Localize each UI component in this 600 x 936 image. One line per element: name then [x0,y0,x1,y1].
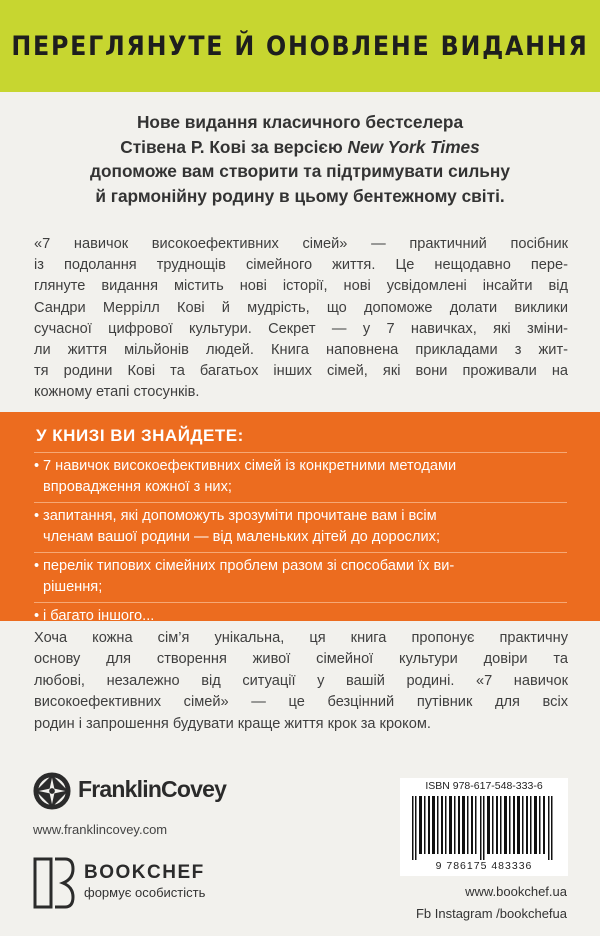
closing-line: родин і запрошення будувати краще життя крок за кроком. [34,715,431,732]
intro-line: із подолання труднощів сімейного життя. Це нещодавно пере- [34,257,568,274]
list-item-line: членам вашої родини — від маленьких дітей до дорослих; [43,529,440,545]
closing-paragraph [34,628,568,735]
closing-line: Хоча кожна сім’я унікальна, ця книга пропонує практичну [34,630,568,646]
list-item-line: рішення; [43,579,103,595]
features-list [34,452,567,631]
newspaper-name: New York Times [347,136,480,157]
list-item [34,452,567,502]
intro-paragraph [34,234,568,404]
franklincovey-compass-icon [33,772,71,810]
lead-line: й гармонійну родину в цьому бентежному світі. [95,185,505,206]
lead-paragraph [40,110,560,208]
list-item-line: • і багато іншого... [34,606,567,627]
intro-line: кожному етапі стосунків. [34,384,200,401]
isbn-barcode [400,778,568,876]
closing-line: високоефективних сімей» — це безцінний путівник для всіх [34,694,568,711]
lead-line: Стівена Р. Кові за версією New York Times [120,136,480,157]
intro-line: тя родини Кові та багатьох інших сімей, які вони проживали на [34,363,568,380]
features-panel [0,412,600,624]
franklincovey-logo-text: FranklinCovey [78,776,227,802]
banner-title: ПЕРЕГЛЯНУТЕ Й ОНОВЛЕНЕ ВИДАННЯ [11,30,589,62]
bookchef-logo-icon [33,857,75,909]
intro-line: ли життя мільйонів людей. Книга наповнена прикладами з жит- [34,342,568,359]
barcode-icon [410,796,558,860]
lead-line: допоможе вам створити та підтримувати сильну [90,161,510,181]
closing-line: основу для створення живої сімейної культури довіри та [34,651,568,668]
closing-line: любові, незалежно від ситуації у вашій родині. «7 навичок [34,672,568,689]
intro-line: глянуте видання містить нові історії, нові усвідомлені інсайти від [34,278,568,295]
intro-line: «7 навичок високоефективних сімей» — практичний посібник [34,236,568,252]
list-item-line: • перелік типових сімейних проблем разом зі способами їх ви- [34,556,567,577]
list-item-line: впровадження кожної з них; [43,479,232,495]
barcode-number: 9 786175 483336 [435,860,533,872]
bookchef-url: www.bookchef.ua [465,884,567,899]
isbn-label: ISBN 978-617-548-333-6 [425,780,543,792]
bookchef-social: Fb Instagram /bookchefua [415,906,567,921]
lead-line: Нове видання класичного бестселера [136,112,464,132]
features-title: У КНИЗІ ВИ ЗНАЙДЕТЕ: [36,426,244,445]
intro-line: Сандри Меррілл Кові й мудрість, що допоможе долати виклики [34,299,568,316]
top-banner [0,0,600,92]
list-item [34,552,567,602]
bookchef-logo-text: BOOKCHEF [84,862,205,883]
intro-line: сучасної цифрової культури. Секрет — у 7 навичках, які зміни- [34,320,568,337]
list-item-line: • 7 навичок високоефективних сімей із конкретними методами [34,456,567,477]
list-item [34,602,567,631]
bookchef-tagline: формує особистість [84,885,206,900]
franklincovey-url: www.franklincovey.com [33,822,168,837]
list-item-line: • запитання, які допоможуть зрозуміти прочитане вам і всім [34,506,567,527]
list-item [34,502,567,552]
